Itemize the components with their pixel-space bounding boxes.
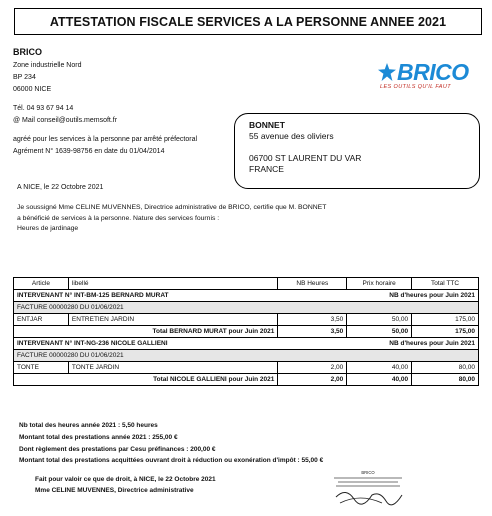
col-total: Total TTC bbox=[412, 278, 479, 290]
table-row bbox=[14, 314, 479, 326]
document-title: ATTESTATION FISCALE SERVICES A LA PERSONNE ANNEE 2021 bbox=[14, 8, 482, 35]
star-burst-icon bbox=[378, 62, 396, 82]
table-row bbox=[14, 362, 479, 374]
certification-text bbox=[17, 203, 326, 235]
subtotal-heures: 2,00 bbox=[278, 374, 347, 386]
company-address-line: Zone industrielle Nord bbox=[13, 62, 82, 69]
company-mail: @ Mail conseil@outils.memsoft.fr bbox=[13, 117, 118, 124]
company-phone: Tél. 04 93 67 94 14 bbox=[13, 105, 74, 112]
cell-libelle: TONTE JARDIN bbox=[68, 362, 277, 374]
company-agreement-number: Agrément N° 1639-98756 en date du 01/04/2014 bbox=[13, 148, 165, 155]
table-header-row bbox=[14, 278, 479, 290]
cell-total: 80,00 bbox=[412, 362, 479, 374]
intervenant-row bbox=[14, 338, 479, 350]
facture-row bbox=[14, 350, 479, 362]
services-table bbox=[13, 277, 479, 386]
recipient-line: FRANCE bbox=[249, 164, 284, 174]
subtotal-total: 175,00 bbox=[412, 326, 479, 338]
summary-total-amount: Montant total des prestations année 2021 : 255,00 € bbox=[19, 433, 178, 441]
body-line: Heures de jardinage bbox=[17, 225, 79, 232]
company-address-line: 06000 NICE bbox=[13, 86, 52, 93]
nb-hours-label: NB d'heures pour Juin 2021 bbox=[278, 290, 479, 302]
logo-tagline: LES OUTILS QU'IL FAUT bbox=[380, 84, 451, 90]
col-libelle: libellé bbox=[68, 278, 277, 290]
subtotal-label: Total BERNARD MURAT pour Juin 2021 bbox=[14, 326, 278, 338]
subtotal-prix: 50,00 bbox=[347, 326, 412, 338]
cell-total: 175,00 bbox=[412, 314, 479, 326]
cell-article: ENTJAR bbox=[14, 314, 69, 326]
cell-libelle: ENTRETIEN JARDIN bbox=[68, 314, 277, 326]
col-prix: Prix horaire bbox=[347, 278, 412, 290]
cell-heures: 2,00 bbox=[278, 362, 347, 374]
company-block bbox=[13, 46, 197, 158]
subtotal-heures: 3,50 bbox=[278, 326, 347, 338]
company-agreement-line: agréé pour les services à la personne par arrêté préfectoral bbox=[13, 136, 198, 143]
date-line: A NICE, le 22 Octobre 2021 bbox=[17, 184, 104, 191]
cell-heures: 3,50 bbox=[278, 314, 347, 326]
recipient-line: 55 avenue des oliviers bbox=[249, 131, 334, 141]
col-article: Article bbox=[14, 278, 69, 290]
subtotal-total: 80,00 bbox=[412, 374, 479, 386]
body-line: a bénéficié de services à la personne. Nature des services fournis : bbox=[17, 214, 220, 222]
recipient-address-box bbox=[234, 113, 480, 189]
intervenant-row bbox=[14, 290, 479, 302]
recipient-name: BONNET bbox=[249, 120, 285, 130]
col-heures: NB Heures bbox=[278, 278, 347, 290]
stamp-name: BRICO bbox=[361, 470, 375, 475]
subtotal-prix: 40,00 bbox=[347, 374, 412, 386]
footer-line: Fait pour valoir ce que de droit, à NICE, le 22 Octobre 2021 bbox=[35, 476, 216, 483]
facture-label: FACTURE 00000280 DU 01/06/2021 bbox=[14, 350, 479, 362]
brico-logo bbox=[378, 60, 482, 94]
cell-prix: 40,00 bbox=[347, 362, 412, 374]
logo-word: BRICO bbox=[397, 59, 469, 85]
summary-block bbox=[19, 420, 323, 467]
subtotal-label: Total NICOLE GALLIENI pour Juin 2021 bbox=[14, 374, 278, 386]
company-address-line: BP 234 bbox=[13, 74, 36, 81]
summary-total-hours: Nb total des heures année 2021 : 5,50 heures bbox=[19, 422, 158, 429]
nb-hours-label: NB d'heures pour Juin 2021 bbox=[278, 338, 479, 350]
summary-deductible: Montant total des prestations acquittées ouvrant droit à réduction ou exonération d'impôt : 55,00 € bbox=[19, 457, 324, 465]
company-name: BRICO bbox=[13, 47, 42, 57]
intervenant-label: INTERVENANT N° INT-NG-236 NICOLE GALLIENI bbox=[14, 338, 278, 350]
subtotal-row bbox=[14, 374, 479, 386]
intervenant-label: INTERVENANT N° INT-BM-125 BERNARD MURAT bbox=[14, 290, 278, 302]
signature-block bbox=[35, 475, 216, 496]
company-stamp bbox=[330, 470, 406, 510]
body-line: Je soussigné Mme CELINE MUVENNES, Directrice administrative de BRICO, certifie que M. BONNET bbox=[17, 204, 327, 211]
recipient-line bbox=[249, 142, 465, 153]
footer-signatory: Mme CELINE MUVENNES, Directrice administrative bbox=[35, 486, 194, 494]
summary-cesu: Dont règlement des prestations par Cesu préfinances : 200,00 € bbox=[19, 445, 216, 453]
subtotal-row bbox=[14, 326, 479, 338]
facture-label: FACTURE 00000280 DU 01/06/2021 bbox=[14, 302, 479, 314]
facture-row bbox=[14, 302, 479, 314]
cell-article: TONTE bbox=[14, 362, 69, 374]
signature-scribble bbox=[330, 475, 406, 507]
recipient-line: 06700 ST LAURENT DU VAR bbox=[249, 153, 362, 163]
cell-prix: 50,00 bbox=[347, 314, 412, 326]
